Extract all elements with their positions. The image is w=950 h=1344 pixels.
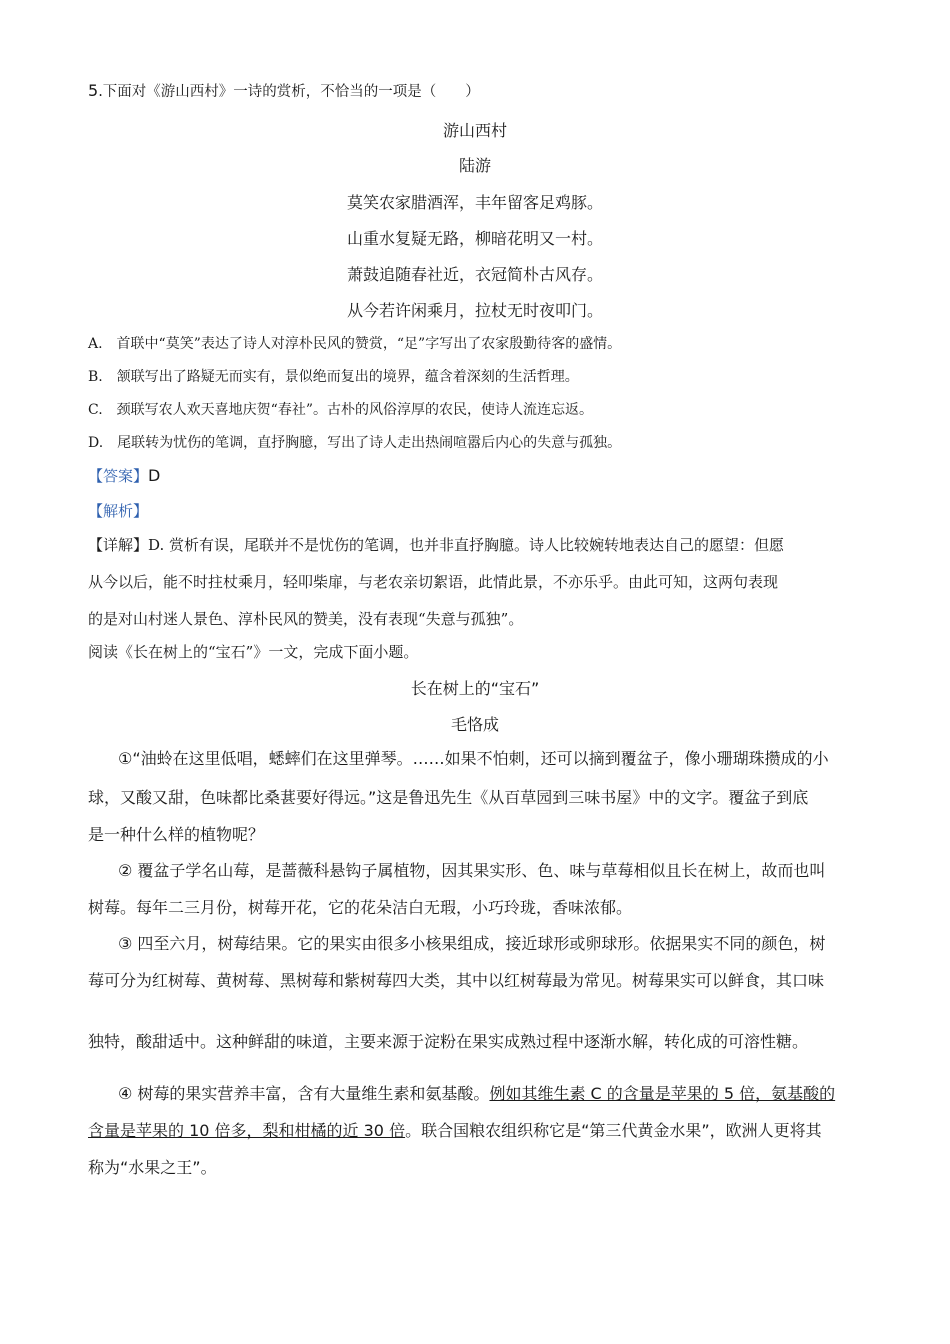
- article-title: 长在树上的“宝石”: [410, 679, 540, 698]
- paragraph-text: 。联合国粮农组织称它是“第三代黄金水果”，欧洲人更将其: [405, 1121, 822, 1140]
- article-author: 毛恪成: [450, 715, 499, 734]
- poem-title: 游山西村: [442, 121, 507, 140]
- option-a: A. 首联中“莫笑”表达了诗人对淳朴民风的赞赏，“足”字写出了农家殷勤待客的盛情。: [88, 336, 622, 352]
- question-number: 5: [88, 81, 99, 100]
- option-c: C. 颈联写农人欢天喜地庆贺“春社”。古朴的风俗淳厚的农民，使诗人流连忘返。: [88, 402, 593, 418]
- underlined-text: 例如其维生素 C 的含量是苹果的 5 倍，氨基酸的: [489, 1084, 836, 1103]
- answer-label: 【答案】: [88, 467, 149, 485]
- question-stem: [88, 80, 480, 101]
- paragraph-line: [118, 1081, 835, 1104]
- question-stem-tail: 的一项是（ ）: [363, 84, 480, 100]
- detail-line: 从今以后，能不时拄杖乘月，轻叩柴扉，与老农亲切絮语，此情此景，不亦乐乎。由此可知，这两句表现: [88, 573, 779, 591]
- paragraph-line: 称为“水果之王”。: [88, 1158, 217, 1177]
- paragraph-line: ② 覆盆子学名山莓，是蔷薇科悬钩子属植物，因其果实形、色、味与草莓相似且长在树上，故而也叫: [118, 861, 826, 880]
- poem-line: 山重水复疑无路，柳暗花明又一村。: [346, 229, 603, 248]
- paragraph-line: ③ 四至六月，树莓结果。它的果实由很多小核果组成，接近球形或卵球形。依据果实不同的颜色，树: [118, 934, 826, 953]
- paragraph-line: [88, 1118, 822, 1141]
- paragraph-line: 独特，酸甜适中。这种鲜甜的味道，主要来源于淀粉在果实成熟过程中逐渐水解，转化成的可溶性糖。: [88, 1032, 809, 1051]
- detail-line: [88, 534, 784, 555]
- question-stem-emphasis: 不恰当: [320, 84, 364, 100]
- poem-author: 陆游: [458, 156, 491, 175]
- paragraph-line: 莓可分为红树莓、黄树莓、黑树莓和紫树莓四大类，其中以红树莓最为常见。树莓果实可以鲜食，其口味: [88, 971, 825, 990]
- detail-label: 【详解】: [88, 536, 149, 554]
- question-stem-text: .下面对《游山西村》一诗的赏析，: [98, 84, 321, 100]
- paragraph-line: ①“油蛉在这里低唱，蟋蟀们在这里弹琴。……如果不怕刺，还可以摘到覆盆子，像小珊瑚珠攒成的小: [118, 749, 829, 768]
- option-d: D. 尾联转为忧伤的笔调，直抒胸臆，写出了诗人走出热闹喧嚣后内心的失意与孤独。: [88, 435, 622, 451]
- paragraph-line: 球，又酸又甜，色味都比桑葚要好得远。”这是鲁迅先生《从百草园到三味书屋》中的文字。覆盆子到底: [88, 788, 809, 807]
- answer-line: [88, 465, 160, 486]
- paragraph-text: ④ 树莓的果实营养丰富，含有大量维生素和氨基酸。: [118, 1084, 490, 1103]
- detail-text: D. 赏析有误，尾联并不是忧伤的笔调，也并非直抒胸臆。诗人比较婉转地表达自己的愿望：但愿: [148, 536, 785, 554]
- poem-line: 从今若许闲乘月，拉杖无时夜叩门。: [346, 301, 603, 320]
- detail-line: 的是对山村迷人景色、淳朴民风的赞美，没有表现“失意与孤独”。: [88, 610, 524, 628]
- reading-intro: 阅读《长在树上的“宝石”》一文，完成下面小题。: [88, 643, 419, 661]
- paragraph-line: 树莓。每年二三月份，树莓开花，它的花朵洁白无瑕，小巧玲珑，香味浓郁。: [88, 898, 633, 917]
- underlined-text: 含量是苹果的 10 倍多，梨和柑橘的近 30 倍: [88, 1121, 406, 1140]
- poem-line: 莫笑农家腊酒浑，丰年留客足鸡豚。: [346, 193, 603, 212]
- answer-value: D: [148, 466, 161, 485]
- paragraph-line: 是一种什么样的植物呢？: [88, 825, 265, 844]
- option-b: B. 颔联写出了路疑无而实有，景似绝而复出的境界，蕴含着深刻的生活哲理。: [88, 369, 579, 385]
- analysis-label: 【解析】: [88, 502, 149, 520]
- poem-line: 萧鼓追随春社近，衣冠简朴古风存。: [346, 265, 603, 284]
